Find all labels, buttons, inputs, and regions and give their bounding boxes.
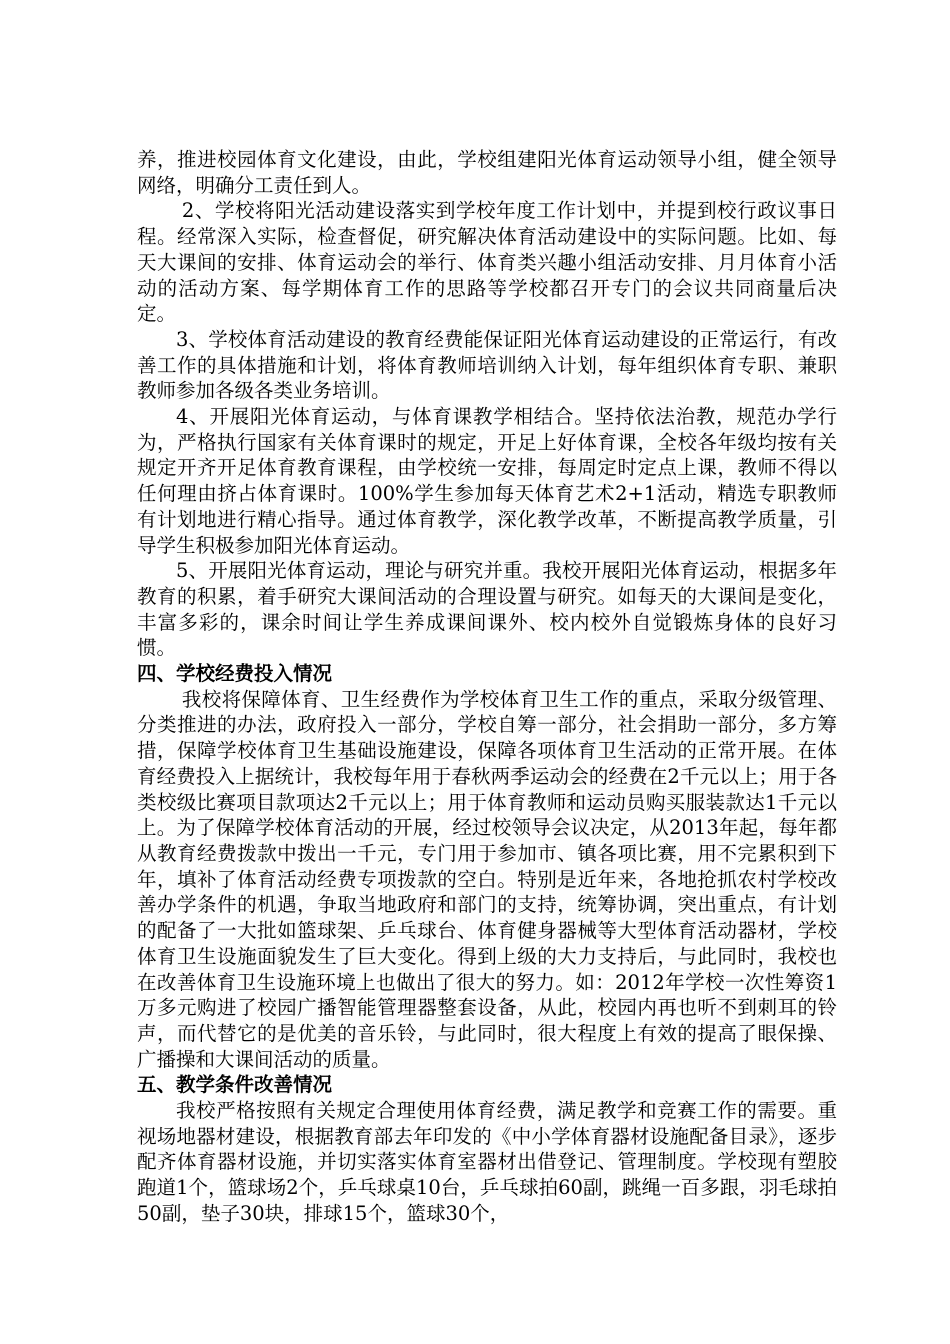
paragraph-item-4: 4、开展阳光体育运动，与体育课教学相结合。坚持依法治教，规范办学行为，严格执行国家有关体育课时的规定，开足上好体育课，全校各年级均按有关规定开齐开足体育教育课程，由学校统一安排，每周定时定点上课，教师不得以任何理由挤占体育课时。100%学生参加每天体育艺术2+1活动，精选专职教师有计划地进行精心指导。通过体育教学，深化教学改革，不断提高教学质量，引导学生积极参加阳光体育运动。 <box>137 405 837 557</box>
section-4-paragraph: 我校将保障体育、卫生经费作为学校体育卫生工作的重点，采取分级管理、分类推进的办法，政府投入一部分，学校自筹一部分，社会捐助一部分，多方筹措，保障学校体育卫生基础设施建设，保障各项体育卫生活动的正常开展。在体育经费投入上据统计，我校每年用于春秋两季运动会的经费在2千元以上；用于各类校级比赛项目款项达2千元以上；用于体育教师和运动员购买服装款达1千元以上。为了保障学校体育活动的开展，经过校领导会议决定，从2013年起，每年都从教育经费拨款中拨出一千元，专门用于参加市、镇各项比赛，用不完累积到下年，填补了体育活动经费专项拨款的空白。特别是近年来，各地抢抓农村学校改善办学条件的机遇，争取当地政府和部门的支持，统筹协调，突出重点，有计划的配备了一大批如篮球架、乒乓球台、体育健身器械等大型体育活动器材，学校体育卫生设施面貌发生了巨大变化。得到上级的大力支持后，与此同时，我校也在改善体育卫生设施环境上也做出了很大的努力。如：2012年学校一次性筹资1万多元购进了校园广播智能管理器整套设备，从此，校园内再也听不到刺耳的铃声，而代替它的是优美的音乐铃，与此同时，很大程度上有效的提高了眼保操、广播操和大课间活动的质量。 <box>137 687 837 1071</box>
section-5-paragraph: 我校严格按照有关规定合理使用体育经费，满足教学和竞赛工作的需要。重视场地器材建设，根据教育部去年印发的《中小学体育器材设施配备目录》，逐步配齐体育器材设施，并切实落实体育室器材出借登记、管理制度。学校现有塑胶跑道1个，篮球场2个，乒乓球桌10台，乒乓球拍60副，跳绳一百多跟，羽毛球拍50副，垫子30块，排球15个，篮球30个， <box>137 1099 837 1225</box>
section-heading-4: 四、学校经费投入情况 <box>137 662 333 686</box>
paragraph-item-3: 3、学校体育活动建设的教育经费能保证阳光体育运动建设的正常运行，有改善工作的具体措施和计划，将体育教师培训纳入计划，每年组织体育专职、兼职教师参加各级各类业务培训。 <box>137 327 837 403</box>
document-body <box>137 147 837 1227</box>
section-heading-5: 五、教学条件改善情况 <box>137 1073 333 1097</box>
paragraph-continuation: 养，推进校园体育文化建设，由此，学校组建阳光体育运动领导小组，健全领导网络，明确分工责任到人。 <box>137 148 837 197</box>
paragraph-item-2: 2、学校将阳光活动建设落实到学校年度工作计划中，并提到校行政议事日程。经常深入实际，检查督促，研究解决体育活动建设中的实际问题。比如、每天大课间的安排、体育运动会的举行、体育类兴趣小组活动安排、月月体育小活动的活动方案、每学期体育工作的思路等学校都召开专门的会议共同商量后决定。 <box>137 199 837 326</box>
paragraph-item-5: 5、开展阳光体育运动，理论与研究并重。我校开展阳光体育运动，根据多年教育的积累，着手研究大课间活动的合理设置与研究。如每天的大课间是变化，丰富多彩的，课余时间让学生养成课间课外、校内校外自觉锻炼身体的良好习惯。 <box>137 559 837 660</box>
